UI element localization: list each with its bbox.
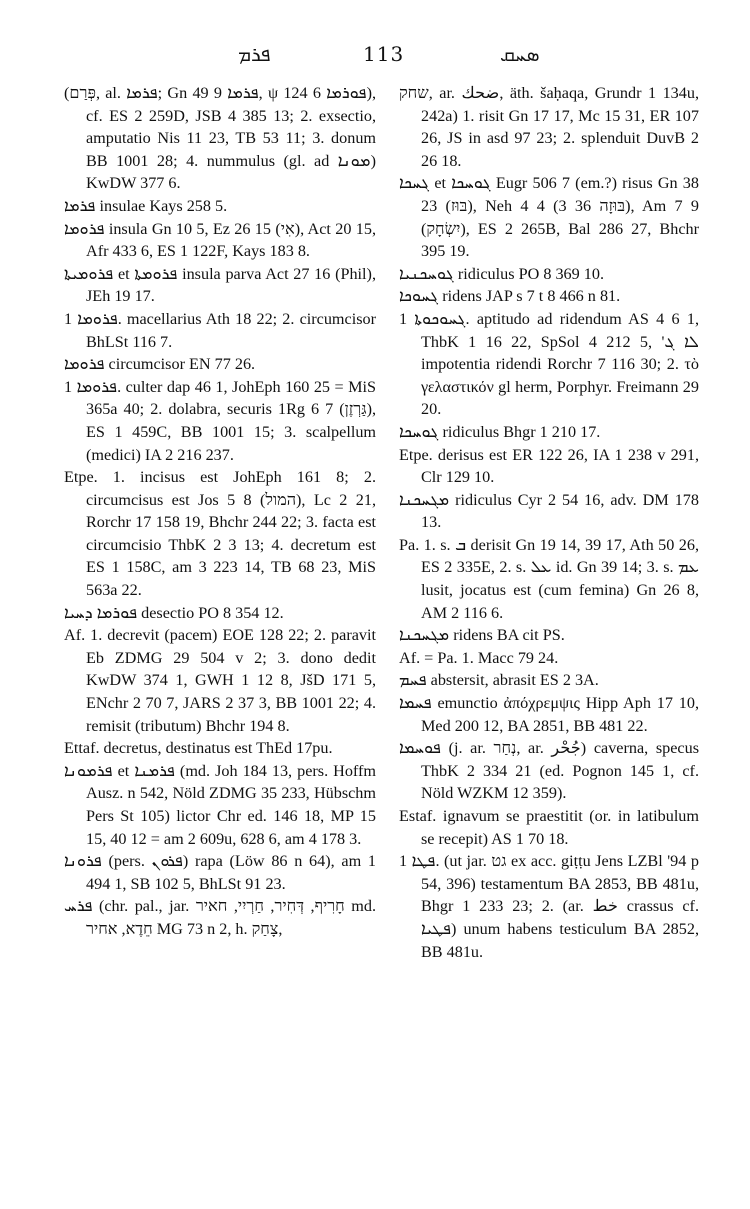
- dictionary-entry: Af. 1. decrevit (pacem) EOE 128 22; 2. paravit Eb ZDMG 29 504 v 2; 3. dono dedit KwDW 374 1, GWH 1 12 8, JšD 171 5, ENchr 2 70 7, JARS 2 37 3, BB 1001 22; 4. remisit (tributum) Bhchr 194 8.: [64, 626, 376, 735]
- dictionary-entry: Etpe. derisus est ER 122 26, IA 1 238 v 291, Clr 129 10.: [399, 445, 699, 487]
- page-header: [0, 42, 750, 72]
- header-right-word: ܣܚܩ: [500, 42, 540, 66]
- dictionary-entry: ܦܪܘܡܐ 1. macellarius Ath 18 22; 2. circumcisor BhLSt 116 7.: [64, 309, 376, 351]
- dictionary-entry: ܦܪܘܡܝܬܐ et ܦܪܘܡܬܐ insula parva Act 27 16 (Phil), JEh 19 17.: [64, 264, 376, 306]
- page-number: 113: [363, 42, 405, 66]
- dictionary-entry: Estaf. ignavum se praestitit (or. in latibulum se recepit) AS 1 70 18.: [399, 807, 699, 848]
- dictionary-entry: ܦܚܡ abstersit, abrasit ES 2 3A.: [399, 671, 599, 690]
- dictionary-entry: שחק, ar. ضحك, äth. šaḥaqa, Grundr 1 134u, 242a) 1. risit Gn 17 17, Mc 15 31, ER 107 26, JS in asd 97 23; 2. splenduit DuvB 2 26 18.: [399, 84, 699, 170]
- dictionary-entry: Ettaf. decretus, destinatus est ThEd 17pu.: [64, 739, 333, 758]
- dictionary-entry: ܦܪܡܐ insulae Kays 258 5.: [64, 196, 228, 215]
- dictionary-entry: ܓܘܚܟܐ ridiculus Bhgr 1 210 17.: [399, 422, 601, 441]
- dictionary-entry: ܦܪܚ (chr. pal., jar. חָרִיף, דְּחִיר, חַרְיִי, חאיר md. חֵדֶא, אחיר MG 73 n 2, h. צָחַק,: [64, 897, 377, 938]
- left-column: [64, 82, 376, 941]
- dictionary-entry: Af. = Pa. 1. Macc 79 24.: [399, 648, 559, 667]
- dictionary-entry: ܓܚܘܟܘܬܐ 1. aptitudo ad ridendum AS 4 6 1, ThbK 1 16 22, SpSol 4 212 5, 'ܠܐ ܓ impotentia ridendi Rorchr 7 116 30; 2. τὸ γελαστικόν gl herm, Porphyr. Freimann 29 20.: [399, 309, 699, 419]
- dictionary-entry: Pa. 1. s. ܒ derisit Gn 19 14, 39 17, Ath 50 26, ES 2 335E, 2. s. ܥܠ id. Gn 39 14; 3. s. ܥܡ lusit, jocatus est (cum femina) Gn 26 8, AM 2 116 6.: [399, 535, 699, 622]
- header-left-word: ܦܪܡ: [238, 42, 271, 66]
- dictionary-entry: ܦܪܘܡܐ circumcisor EN 77 26.: [64, 355, 256, 374]
- dictionary-entry: Etpe. 1. incisus est JohEph 161 8; 2. circumcisus est Jos 5 8 (המול), Lc 2 21, Rorchr 17 158 19, Bhchr 244 22; 3. facta est circumcisio ThbK 2 3 13; 4. decretum est ES 1 158C, am 3 223 14, TB 68 23, MiS 563a 22.: [64, 468, 376, 600]
- dictionary-entry: ܓܘܚܟܢܝܐ ridiculus PO 8 369 10.: [399, 264, 605, 283]
- dictionary-entry: (פְּרַם, al. ܦܪܡܐ; Gn 49 9 ܦܪܡܐ, ψ 124 6 ܦܘܪܡܐ), cf. ES 2 259D, JSB 4 385 13; 2. exsectio, amputatio Nis 11 23, TB 53 11; 3. donum BB 1001 28; 4. nummulus (gl. ad ܡܘܢܐ) KwDW 377 6.: [64, 84, 377, 193]
- dictionary-entry: ܦܘܪܡܐ ܕܚܝܐ desectio PO 8 354 12.: [64, 603, 284, 622]
- dictionary-entry: ܓܚܘܟܐ ridens JAP s 7 t 8 466 n 81.: [399, 287, 621, 306]
- dictionary-entry: ܓܚܟܐ et ܓܘܚܟܐ Eugr 506 7 (em.?) risus Gn 38 23 (בּוּז), Neh 4 4 (3 36 בּוּזָה), Am 7 9 (יִשְׂחָק), ES 2 265B, Bal 286 27, Bhchr 395 19.: [399, 174, 700, 261]
- dictionary-entry: ܦܪܡܘܢܐ et ܦܪܡܢܐ (md. Joh 184 13, pers. Hoffm Ausz. n 542, Nöld ZDMG 35 233, Hübschm Pers St 105) lictor Chr ed. 146 18, MP 15 15, 40 12 = am 2 609u, 628 6, am 4 178 3.: [64, 761, 376, 848]
- dictionary-entry: ܦܪܘܢܐ (pers. ܦܪܘܢ) rapa (Löw 86 n 64), am 1 494 1, SB 102 5, BhLSt 91 23.: [64, 852, 376, 893]
- dictionary-entry: ܦܚܡܐ emunctio ἀπόχρεμψις Hipp Aph 17 10, Med 200 12, BA 2851, BB 481 22.: [399, 694, 699, 735]
- right-column: [399, 82, 699, 963]
- dictionary-entry: ܦܛܐ 1. (ut jar. גט ex acc. giṭṭu Jens LZBl '94 p 54, 396) testamentum BA 2853, BB 481u, Bhgr 1 233 23; 2. (ar. خط crassus cf. ܦܛܝܐ) unum habens testiculum BA 2852, BB 481u.: [399, 852, 699, 961]
- dictionary-entry: ܡܓܚܟܢܐ ridiculus Cyr 2 54 16, adv. DM 178 13.: [399, 490, 699, 532]
- dictionary-entry: ܦܘܚܡܐ (j. ar. נְחַר, ar. جُحْر) caverna, specus ThbK 2 334 21 (ed. Pognon 145 1, cf. Nöld WZKM 12 359).: [399, 739, 699, 803]
- dictionary-entry: ܦܪܘܡܐ insula Gn 10 5, Ez 26 15 (אִי), Act 20 15, Afr 433 6, ES 1 122F, Kays 183 8.: [64, 219, 376, 261]
- dictionary-entry: ܦܪܘܡܐ 1. culter dap 46 1, JohEph 160 25 = MiS 365a 40; 2. dolabra, securis 1Rg 6 7 (גַּרְזֶן), ES 1 459C, BB 1001 15; 3. scalpellum (medici) IA 2 216 237.: [64, 377, 376, 464]
- dictionary-entry: ܡܓܚܟܢܐ ridens BA cit PS.: [399, 626, 565, 645]
